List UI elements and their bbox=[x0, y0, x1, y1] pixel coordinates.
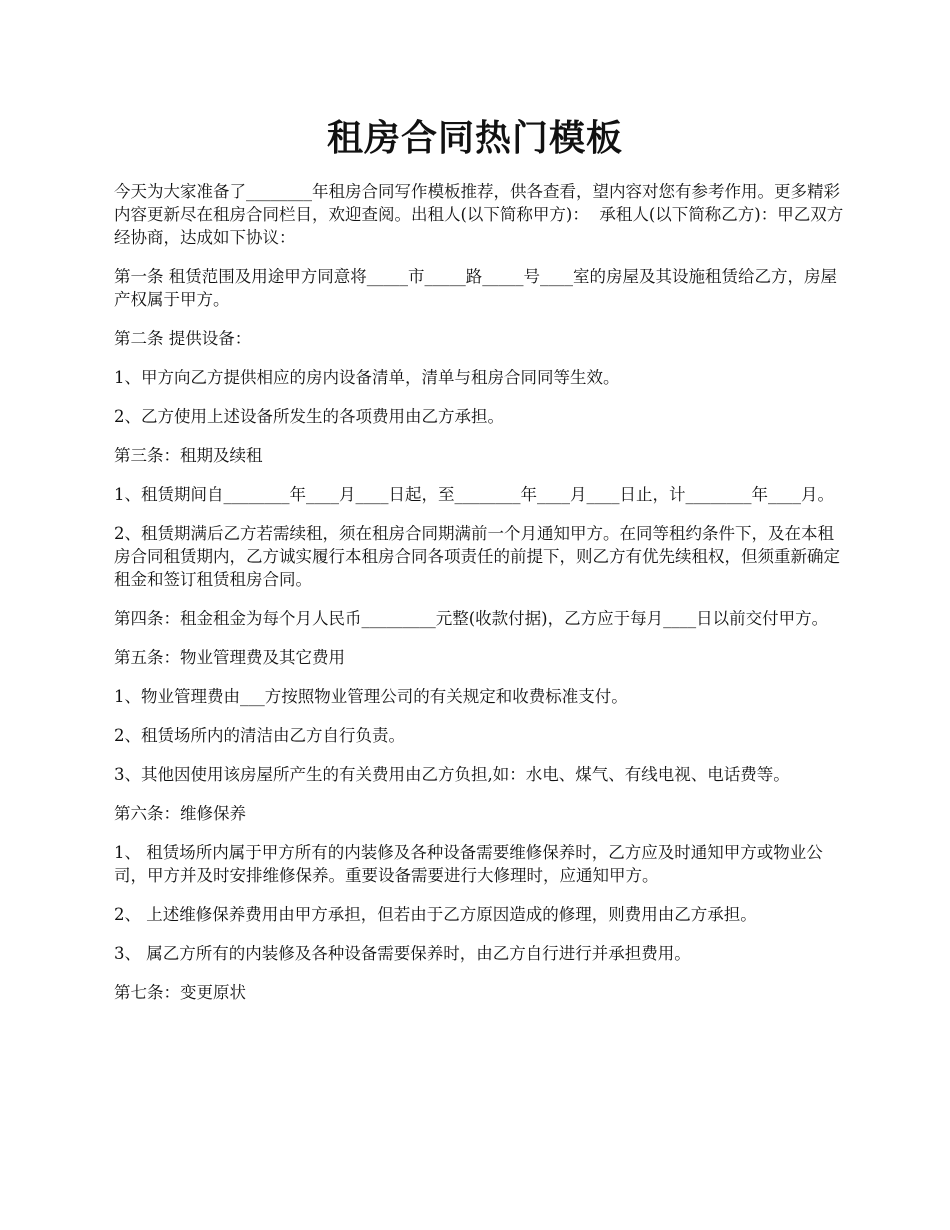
article-5-item-3: 3、其他因使用该房屋所产生的有关费用由乙方负担,如：水电、煤气、有线电视、电话费等。 bbox=[114, 765, 790, 784]
article-2-heading: 第二条 提供设备： bbox=[114, 329, 252, 348]
article-7-heading: 第七条：变更原状 bbox=[114, 983, 246, 1002]
article-6-heading: 第六条：维修保养 bbox=[114, 804, 246, 823]
document-title: 租房合同热门模板 bbox=[326, 117, 623, 159]
article-2-item-1: 1、甲方向乙方提供相应的房内设备清单，清单与租房合同同等生效。 bbox=[114, 368, 620, 387]
article-5-item-2: 2、租赁场所内的清洁由乙方自行负责。 bbox=[114, 726, 405, 745]
article-2-item-2: 2、乙方使用上述设备所发生的各项费用由乙方承担。 bbox=[114, 407, 504, 426]
article-6-item-1: 1、 租赁场所内属于甲方所有的内装修及各种设备需要维修保养时，乙方应及时通知甲方或物业公司，甲方并及时安排维修保养。重要设备需要进行大修理时，应通知甲方。 bbox=[114, 843, 823, 885]
article-4-paragraph: 第四条：租金租金为每个月人民币_________元整(收款付据)，乙方应于每月____日以前交付甲方。 bbox=[114, 609, 829, 628]
article-3-heading: 第三条：租期及续租 bbox=[114, 446, 263, 465]
article-6-item-2: 2、 上述维修保养费用由甲方承担，但若由于乙方原因造成的修理，则费用由乙方承担。 bbox=[114, 905, 757, 924]
article-1-paragraph: 第一条 租赁范围及用途甲方同意将_____市_____路_____号____室的房屋及其设施租赁给乙方，房屋产权属于甲方。 bbox=[114, 267, 837, 309]
article-3-item-1: 1、租赁期间自________年____月____日起，至________年____月____日止，计________年____月。 bbox=[114, 485, 834, 504]
article-5-heading: 第五条：物业管理费及其它费用 bbox=[114, 648, 345, 667]
article-6-item-3: 3、 属乙方所有的内装修及各种设备需要保养时，由乙方自行进行并承担费用。 bbox=[114, 944, 691, 963]
document-body bbox=[114, 180, 844, 1020]
intro-paragraph: 今天为大家准备了________年租房合同写作模板推荐，供各查看，望内容对您有参考作用。更多精彩内容更新尽在租房合同栏目，欢迎查阅。出租人(以下简称甲方)： 承租人(以下简称乙方)：甲乙双方经协商，达成如下协议： bbox=[114, 182, 844, 247]
article-5-item-1: 1、物业管理费由___方按照物业管理公司的有关规定和收费标准支付。 bbox=[114, 687, 628, 706]
article-3-item-2: 2、租赁期满后乙方若需续租，须在租房合同期满前一个月通知甲方。在同等租约条件下，及在本租房合同租赁期内，乙方诚实履行本租房合同各项责任的前提下，则乙方有优先续租权，但须重新确定租金和签订租赁租房合同。 bbox=[114, 524, 840, 589]
